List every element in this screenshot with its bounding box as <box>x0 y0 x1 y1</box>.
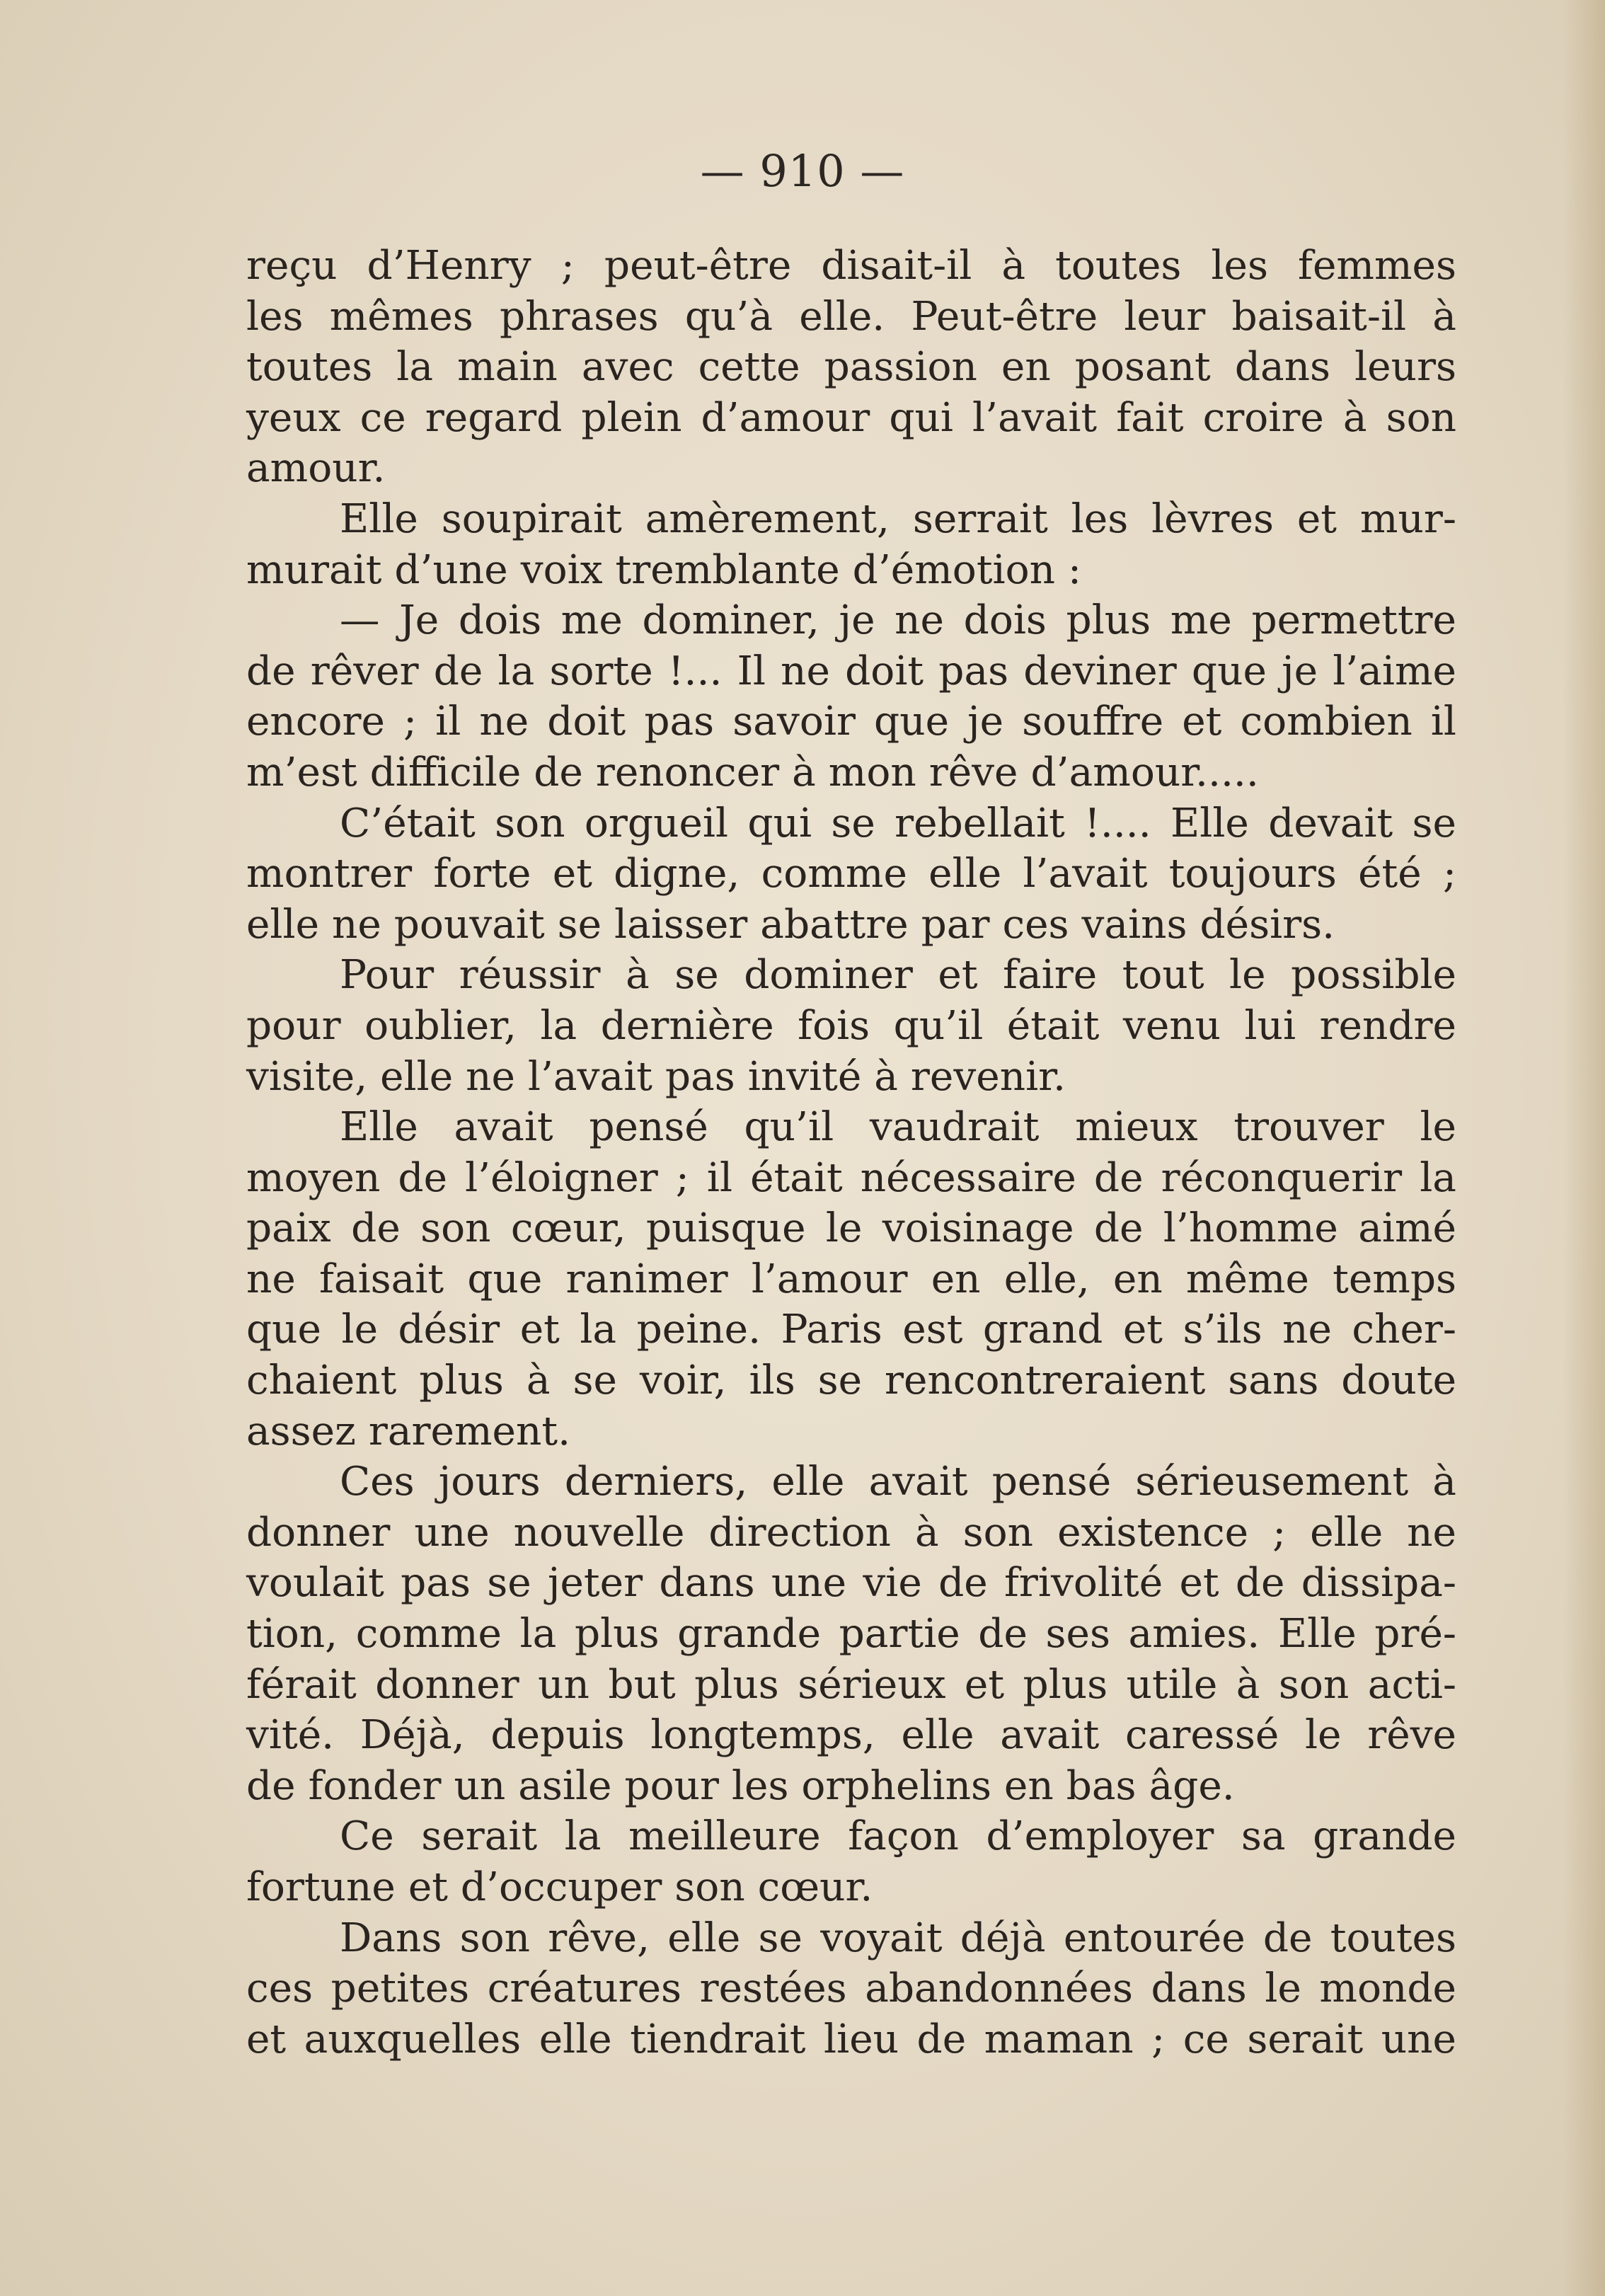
text-line: — Je dois me dominer, je ne dois plus me permettre <box>340 597 1456 644</box>
text-line: de fonder un asile pour les orphelins en bas âge. <box>246 1762 1235 1809</box>
text-line: Pour réussir à se dominer et faire tout le possible <box>340 952 1456 999</box>
text-line: m’est difficile de renoncer à mon rêve d’amour..... <box>246 749 1259 796</box>
text-line: reçu d’Henry ; peut-être disait-il à toutes les femmes <box>246 243 1456 289</box>
text-line: Elle avait pensé qu’il vaudrait mieux trouver le <box>340 1104 1456 1151</box>
text-line: les mêmes phrases qu’à elle. Peut-être leur baisait-il à <box>246 293 1456 340</box>
text-line: moyen de l’éloigner ; il était nécessaire de réconquerir la <box>246 1154 1456 1201</box>
text-line: ne faisait que ranimer l’amour en elle, en même temps <box>246 1256 1456 1302</box>
text-line: pour oublier, la dernière fois qu’il était venu lui rendre <box>246 1002 1456 1049</box>
text-line: fortune et d’occuper son cœur. <box>246 1864 873 1910</box>
body-text <box>246 241 1456 2065</box>
text-line: vité. Déjà, depuis longtemps, elle avait caressé le rêve <box>246 1712 1456 1759</box>
text-line: C’était son orgueil qui se rebellait !.... Elle devait se <box>340 800 1456 846</box>
text-line: Ces jours derniers, elle avait pensé sérieusement à <box>340 1459 1456 1505</box>
text-line: paix de son cœur, puisque le voisinage de l’homme aimé <box>246 1205 1456 1252</box>
text-line: de rêver de la sorte !... Il ne doit pas deviner que je l’aime <box>246 648 1456 694</box>
text-line: Elle soupirait amèrement, serrait les lèvres et mur- <box>340 495 1456 542</box>
text-line: murait d’une voix tremblante d’émotion : <box>246 546 1081 593</box>
text-line: toutes la main avec cette passion en posant dans leurs <box>246 344 1456 391</box>
text-line: Dans son rêve, elle se voyait déjà entourée de toutes <box>340 1915 1456 1961</box>
text-line: férait donner un but plus sérieux et plus utile à son acti- <box>246 1661 1456 1708</box>
text-line: et auxquelles elle tiendrait lieu de maman ; ce serait une <box>246 2016 1456 2062</box>
text-line: voulait pas se jeter dans une vie de frivolité et de dissipa- <box>246 1560 1456 1607</box>
text-line: que le désir et la peine. Paris est grand et s’ils ne cher- <box>246 1307 1456 1353</box>
text-line: Ce serait la meilleure façon d’employer sa grande <box>340 1813 1456 1860</box>
text-line: encore ; il ne doit pas savoir que je souffre et combien il <box>246 699 1456 745</box>
text-line: yeux ce regard plein d’amour qui l’avait fait croire à son <box>246 394 1456 441</box>
text-line: elle ne pouvait se laisser abattre par ces vains désirs. <box>246 901 1335 948</box>
text-line: amour. <box>246 445 386 492</box>
text-line: ces petites créatures restées abandonnées dans le monde <box>246 1965 1456 2012</box>
text-line: visite, elle ne l’avait pas invité à revenir. <box>246 1053 1066 1100</box>
text-line: chaient plus à se voir, ils se rencontreraient sans doute <box>246 1357 1456 1404</box>
text-line: tion, comme la plus grande partie de ses amies. Elle pré- <box>246 1611 1456 1658</box>
text-line: assez rarement. <box>246 1408 571 1454</box>
text-line: montrer forte et digne, comme elle l’avait toujours été ; <box>246 851 1456 897</box>
page-edge-shading <box>1563 0 1605 2296</box>
text-line: donner une nouvelle direction à son existence ; elle ne <box>246 1509 1456 1556</box>
page-number: — 910 — <box>700 145 905 197</box>
